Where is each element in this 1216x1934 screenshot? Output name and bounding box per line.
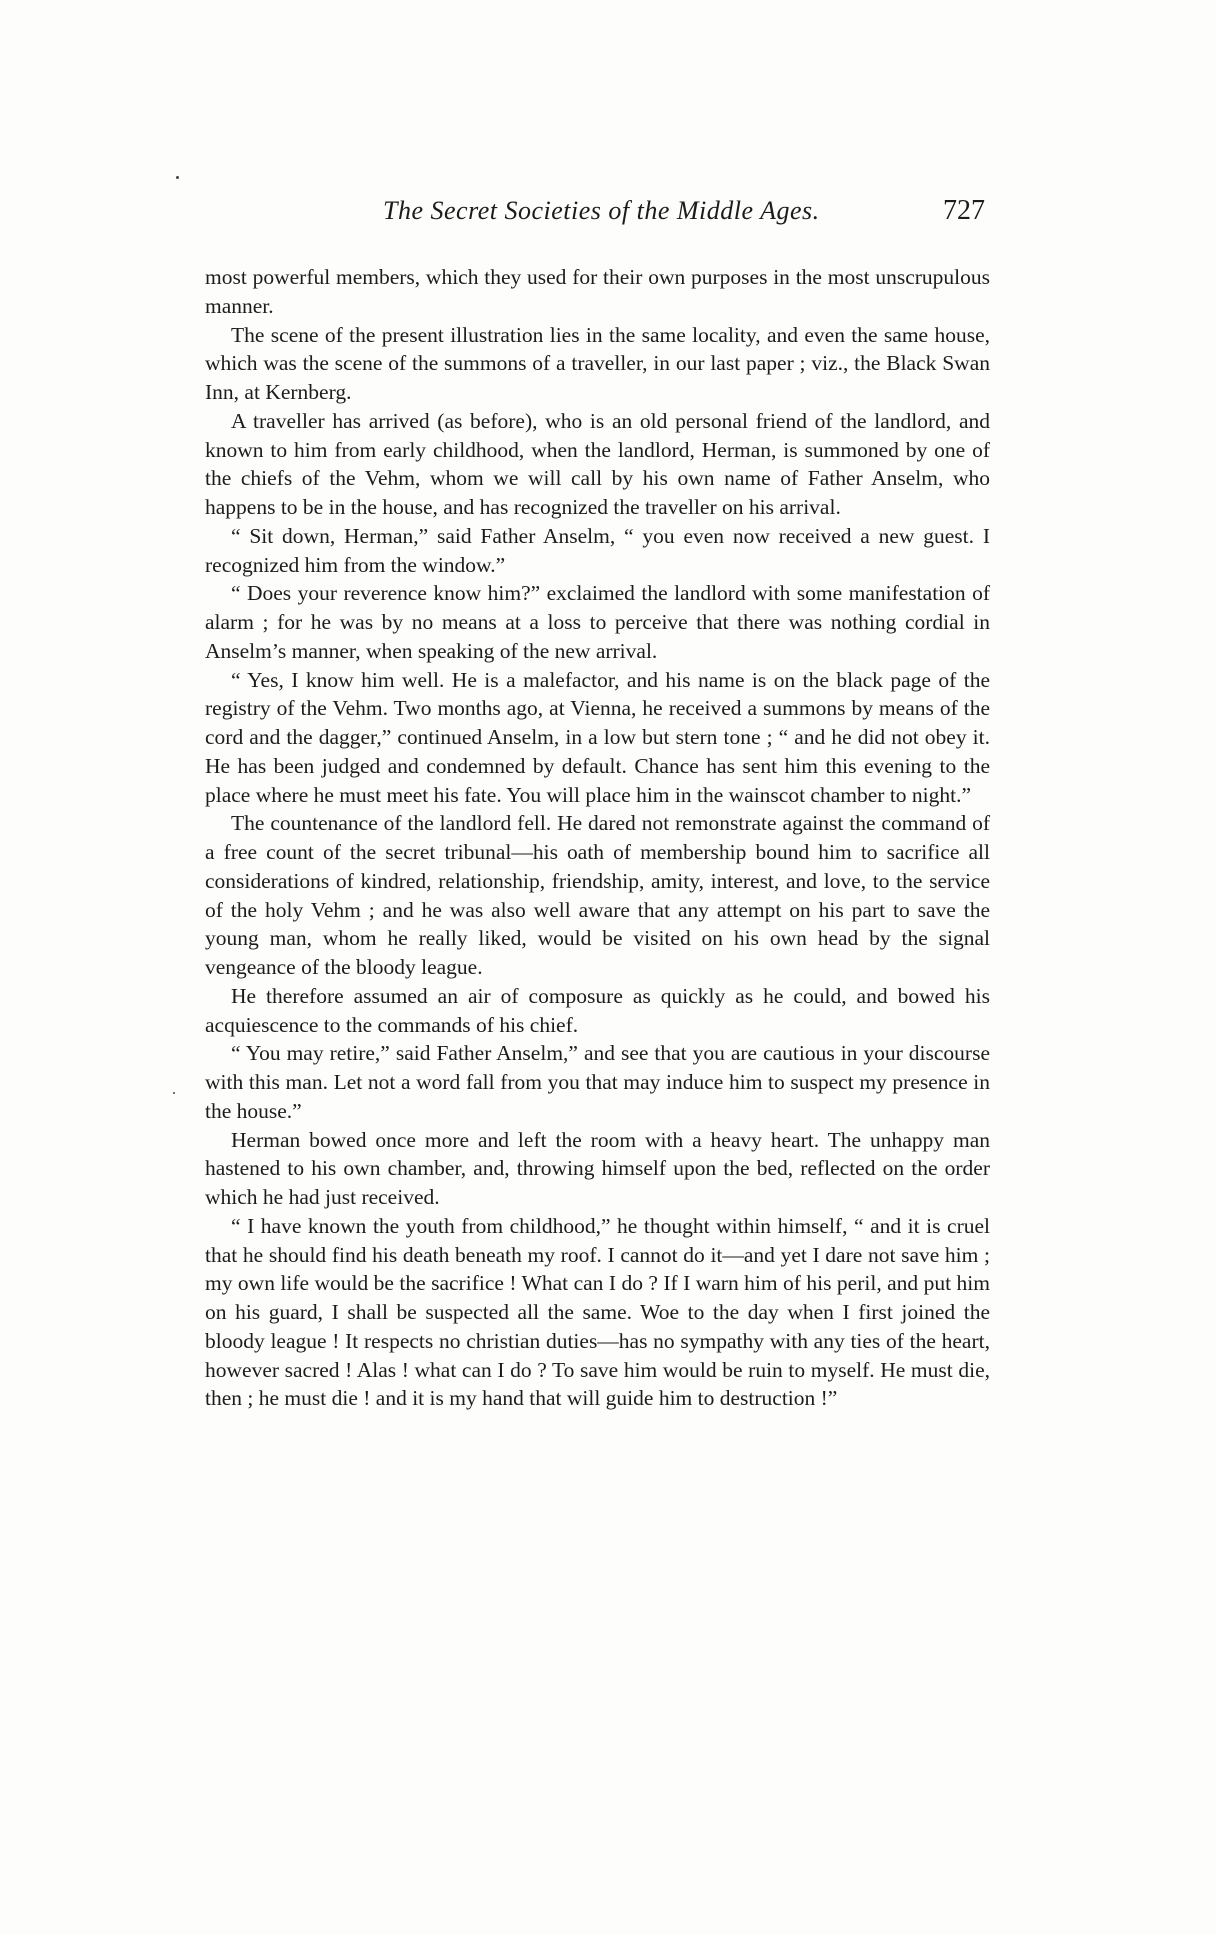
paragraph: The countenance of the landlord fell. He dared not remonstrate against the command of a free count of the secret tribunal—his oath of membership bound him to sacrifice all considerations of kindred, relationship, friendship, amity, interest, and love, to the service of the holy Vehm ; and he was also well aware that any attempt on his part to save the young man, whom he really liked, would be visited on his own head by the signal vengeance of the bloody league.: [205, 811, 990, 979]
paragraph: Herman bowed once more and left the room with a heavy heart. The unhappy man hastened to his own chamber, and, throwing himself upon the bed, reflected on the order which he had just received.: [205, 1127, 990, 1209]
running-header: [205, 196, 985, 236]
ink-speck: [176, 176, 179, 179]
paragraph: “ Does your reverence know him?” exclaimed the landlord with some manifestation of alarm ; for he was by no means at a loss to perceive that there was nothing cordial in Anselm’s manner, when speaking of the new arrival.: [205, 581, 990, 663]
paragraph: The scene of the present illustration lies in the same locality, and even the same house, which was the scene of the summons of a traveller, in our last paper ; viz., the Black Swan Inn, at Kernberg.: [205, 322, 990, 404]
paragraph: most powerful members, which they used for their own purposes in the most unscrupulous manner.: [205, 265, 990, 318]
paragraph: “ Sit down, Herman,” said Father Anselm, “ you even now received a new guest. I recognized him from the window.”: [205, 523, 990, 577]
body-text: [205, 263, 990, 1413]
paragraph: He therefore assumed an air of composure as quickly as he could, and bowed his acquiescence to the commands of his chief.: [205, 983, 990, 1037]
page-number: 727: [943, 195, 985, 226]
paragraph: A traveller has arrived (as before), who is an old personal friend of the landlord, and known to him from early childhood, when the landlord, Herman, is summoned by one of the chiefs of the Vehm, whom we will call by his own name of Father Anselm, who happens to be in the house, and has recognized the traveller on his arrival.: [205, 408, 990, 519]
paragraph: “ I have known the youth from childhood,” he thought within himself, “ and it is cruel that he should find his death beneath my roof. I cannot do it—and yet I dare not save him ; my own life would be the sacrifice ! What can I do ? If I warn him of his peril, and put him on his guard, I shall be suspected all the same. Woe to the day when I first joined the bloody league ! It respects no christian duties—has no sympathy with any ties of the heart, however sacred ! Alas ! what can I do ? To save him would be ruin to myself. He must die, then ; he must die ! and it is my hand that will guide him to destruction !”: [205, 1213, 990, 1411]
running-title: The Secret Societies of the Middle Ages.: [383, 196, 820, 225]
paragraph: “ You may retire,” said Father Anselm,” and see that you are cautious in your discourse with this man. Let not a word fall from you that may induce him to suspect my presence in the house.”: [205, 1041, 990, 1123]
ink-speck: [173, 1092, 175, 1094]
paragraph: “ Yes, I know him well. He is a malefactor, and his name is on the black page of the registry of the Vehm. Two months ago, at Vienna, he received a summons by means of the cord and the dagger,” continued Anselm, in a low but stern tone ; “ and he did not obey it. He has been judged and condemned by default. Chance has sent him this evening to the place where he must meet his fate. You will place him in the wainscot chamber to night.”: [205, 667, 990, 807]
